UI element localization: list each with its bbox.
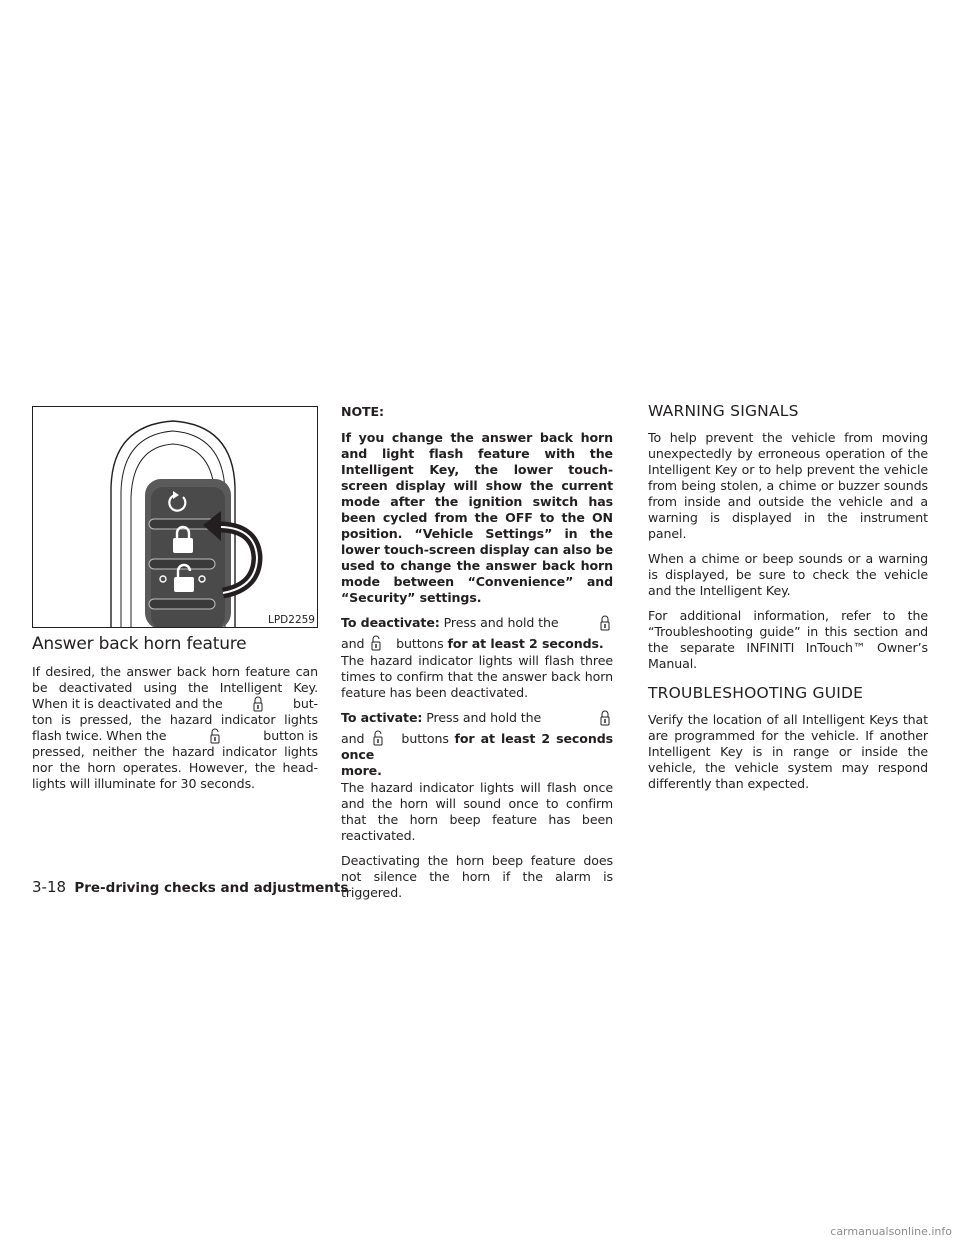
text-line: If desired, the answer back horn feature can xyxy=(32,664,318,679)
text-line: be deactivated using the Intelligent Key. xyxy=(32,680,318,695)
text-fragment: but- xyxy=(292,696,318,711)
section-heading-warning-signals: WARNING SIGNALS xyxy=(648,402,799,420)
deactivate-and: and xyxy=(341,636,365,651)
activate-text: Press and hold the xyxy=(426,710,542,725)
text-line: pressed, neither the hazard indicator lights xyxy=(32,744,318,759)
note-body: If you change the answer back horn and light flash feature with the Intelligent Key, the lower touch-screen display will show the current mode after the ignition switch has been cycled from the OFF to the ON position. “Vehicle Settings” in the lower touch-screen display can also be used to change the answer back horn mode between “Convenience” and “Security” settings. xyxy=(341,430,613,605)
warning-paragraph-2: When a chime or beep sounds or a warning is displayed, be sure to check the vehicle and the Intelligent Key. xyxy=(648,551,928,598)
key-fob-button-icon xyxy=(207,728,223,744)
intelligent-key-fob-icon xyxy=(33,407,318,628)
key-fob-button-icon xyxy=(250,696,266,712)
key-fob-button-icon xyxy=(597,710,613,726)
middle-column xyxy=(341,404,613,901)
note-label: NOTE: xyxy=(341,404,384,419)
text-fragment: button is xyxy=(263,728,318,743)
text-fragment: When it is deactivated and the xyxy=(32,696,223,711)
activate-and: and xyxy=(341,731,365,746)
left-column xyxy=(32,634,318,792)
section-heading-answer-back: Answer back horn feature xyxy=(32,634,247,654)
deactivate-result: The hazard indicator lights will flash three times to confirm that the answer back horn feature has been deactivated. xyxy=(341,653,613,700)
activate-buttons: buttons xyxy=(401,731,449,746)
text-line: lights will illuminate for 30 seconds. xyxy=(32,776,255,791)
activate-result: The hazard indicator lights will flash once and the horn will sound once to confirm that the horn beep feature has been reactivated. xyxy=(341,780,613,843)
text-line: ton is pressed, the hazard indicator lights xyxy=(32,712,318,727)
section-heading-troubleshooting: TROUBLESHOOTING GUIDE xyxy=(648,684,864,702)
answer-back-paragraph xyxy=(32,664,318,792)
troubleshooting-paragraph: Verify the location of all Intelligent Keys that are programmed for the vehicle. If another Intelligent Key is in range or inside the vehicle, the vehicle system may respond differently than expected. xyxy=(648,712,928,791)
deactivate-line xyxy=(341,615,613,631)
right-column xyxy=(648,402,928,792)
watermark-text: carmanualsonline.info xyxy=(830,1225,952,1238)
key-fob-button-icon xyxy=(370,730,386,746)
key-fob-button-icon xyxy=(597,615,613,631)
activate-line-2 xyxy=(341,730,613,763)
text-line-with-icon xyxy=(32,696,318,712)
warning-paragraph-1: To help prevent the vehicle from moving unexpectedly by erroneous operation of the Intelligent Key or to help prevent the vehicle from being stolen, a chime or buzzer sounds from inside and outside the vehicle and a warning is displayed in the instrument panel. xyxy=(648,430,928,541)
deactivate-text: Press and hold the xyxy=(443,615,559,630)
activate-duration-cont: more. xyxy=(341,763,382,778)
key-fob-button-icon xyxy=(368,635,384,651)
deactivate-line-2 xyxy=(341,635,613,652)
text-line: nor the horn operates. However, the head- xyxy=(32,760,318,775)
deactivate-duration: for at least 2 seconds. xyxy=(447,636,604,651)
activate-label: To activate: xyxy=(341,710,423,725)
activate-duration: for at least 2 seconds once xyxy=(341,731,614,762)
warning-paragraph-3: For additional information, refer to the “Troubleshooting guide” in this section and the separate INFINITI InTouch™ Owner’s Manual. xyxy=(648,608,928,671)
deactivate-buttons: buttons xyxy=(396,636,444,651)
intelligent-key-figure xyxy=(32,406,318,628)
text-line-with-icon xyxy=(32,728,318,744)
page-footer xyxy=(32,878,348,896)
activate-line xyxy=(341,710,613,726)
page-number: 3-18 xyxy=(32,878,67,896)
deactivating-note: Deactivating the horn beep feature does not silence the horn if the alarm is triggered. xyxy=(341,853,613,900)
section-title: Pre-driving checks and adjustments xyxy=(74,880,349,896)
figure-code: LPD2259 xyxy=(268,614,315,626)
deactivate-label: To deactivate: xyxy=(341,615,440,630)
text-fragment: flash twice. When the xyxy=(32,728,167,743)
